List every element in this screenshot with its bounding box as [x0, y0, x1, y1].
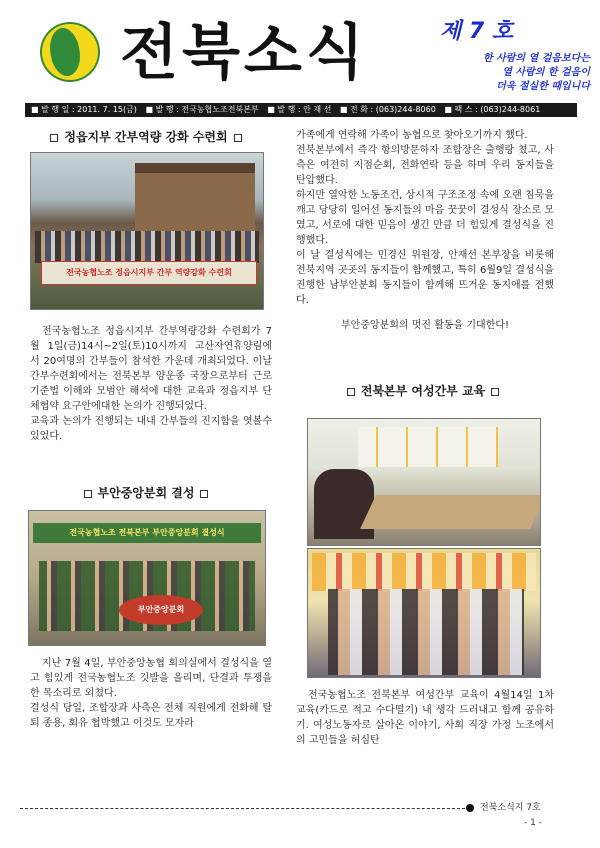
bullet-square-icon	[234, 134, 242, 142]
heading-text: 부안중앙분회 결성	[97, 486, 195, 500]
paragraph: 전북본부에서 즉각 항의방문하자 조합장은 출행랑 쳤고, 사측은 여전히 지점순회, 전화연락 등을 하며 우리 동지들을 탄압했다.	[296, 145, 554, 186]
issue-number: 제 7 호	[440, 19, 514, 44]
paragraph: 하지만 열악한 노동조건, 상시적 구조조정 속에 오랜 침묵을 깨고 당당히 일어선 동지들의 마음 꿋꿋이 결성식 장소로 모였고, 서로에 대한 믿음이 생긴 만큼 더 힘있게 결성식을 진행했다.	[296, 190, 554, 246]
paragraph: 가족에게 연락해 가족이 농협으로 찾아오기까지 했다.	[296, 130, 528, 141]
bullet-square-icon	[50, 134, 58, 142]
heading-text: 전북본부 여성간부 교육	[360, 384, 486, 398]
article-heading-jeongeup	[30, 128, 262, 145]
slogan-line: 열 사람의 한 걸음이	[502, 67, 590, 78]
footer-label: 전북소식지 7호	[480, 803, 541, 813]
bullet-square-icon	[84, 490, 92, 498]
phone: ■ 전 화 : (063)244-8060	[339, 105, 436, 114]
article-heading-women	[307, 382, 539, 399]
page-number: - 1 -	[524, 818, 542, 828]
photo-jeongeup-retreat	[30, 152, 264, 310]
publisher: ■ 발 행 : 전국농협노조전북본부	[145, 105, 259, 114]
bullet-square-icon	[347, 388, 355, 396]
article-body-jeongeup	[30, 324, 272, 444]
union-flag	[119, 595, 203, 625]
article-heading-buan	[30, 484, 262, 501]
photo-banner: 전국농협노조 정읍시지부 간부 역량강화 수련회	[41, 261, 257, 285]
photo-banner: 전국농협노조 전북본부 부안중앙분회 결성식	[33, 523, 261, 543]
article-body-women	[296, 688, 554, 748]
flag-text: 부안중앙분회	[137, 605, 185, 614]
editor: ■ 발 행 : 안 재 선	[267, 105, 332, 114]
publish-date: ■ 발 행 일 : 2011. 7. 15(금)	[31, 105, 137, 114]
article-body-buan-continued	[296, 128, 554, 333]
heading-text: 정읍지부 간부역량 강화 수련회	[64, 130, 228, 144]
photo-women-training-table	[307, 418, 541, 546]
footer-divider	[20, 808, 470, 809]
paragraph: 결성식 당일, 조합장과 사측은 전체 직원에게 전화해 탈퇴 종용, 회유 협박했고 이것도 모자라	[30, 703, 272, 729]
paragraph: 전국농협노조 전북본부 여성간부 교육이 4월14일 1차 교육(카드로 적고 수다떨기) 내 생각 드러내고 함께 공유하기. 여성노동자로 살아온 이야기, 사회 직장 가정 노조에서의 고민들을 허심탄	[296, 690, 554, 746]
closing-line: 부안중앙분회의 멋진 활동을 기대한다!	[340, 320, 510, 331]
paragraph: 교육과 논의가 진행되는 내내 간부들의 진지함을 엿볼수 있었다.	[30, 416, 272, 442]
slogan-line: 더욱 절실한 때입니다	[496, 81, 590, 92]
paragraph: 전국농협노조 정읍시지부 간부역량강화 수련회가 7월 1일(금)14시~2일(토)10시까지 고산자연휴양림에서 20여명의 간부들이 참석한 가운데 개최되었다. 이날 간부수련회에서는 전북본부 양운종 국장으로부터 근로기준법 이해와 모범안 해석에 대한 교육과 정읍지부 단체협약 요구안에대한 논의가 진행되었다.	[30, 326, 272, 412]
bullet-square-icon	[491, 388, 499, 396]
photo-women-training-group	[307, 548, 541, 678]
bullet-square-icon	[200, 490, 208, 498]
publication-info-bar	[25, 103, 577, 117]
fax: ■ 팩 스 : (063)244-8061	[444, 105, 541, 114]
article-body-buan	[30, 656, 272, 731]
footer-dot-icon	[466, 804, 474, 812]
paragraph: 지난 7월 4일, 부안중앙농협 회의실에서 결성식을 열고 힘있게 전국농협노조 깃발을 올리며, 단결과 투쟁을 한 목소리로 외쳤다.	[30, 658, 272, 699]
logo-icon	[40, 22, 100, 82]
slogan-line: 한 사람의 열 걸음보다는	[482, 53, 590, 64]
slogan	[400, 52, 590, 94]
photo-buan-founding	[28, 510, 266, 646]
newsletter-title: 전북소식	[120, 18, 368, 88]
paragraph: 이 날 결성식에는 민경신 위원장, 안재선 본부장을 비롯해 전북지역 곳곳의 동지들이 함께했고, 특히 6월9일 결성식을 진행한 남부안분회 동지들이 함께해 뜨거운 동지애를 전했다.	[296, 250, 554, 306]
